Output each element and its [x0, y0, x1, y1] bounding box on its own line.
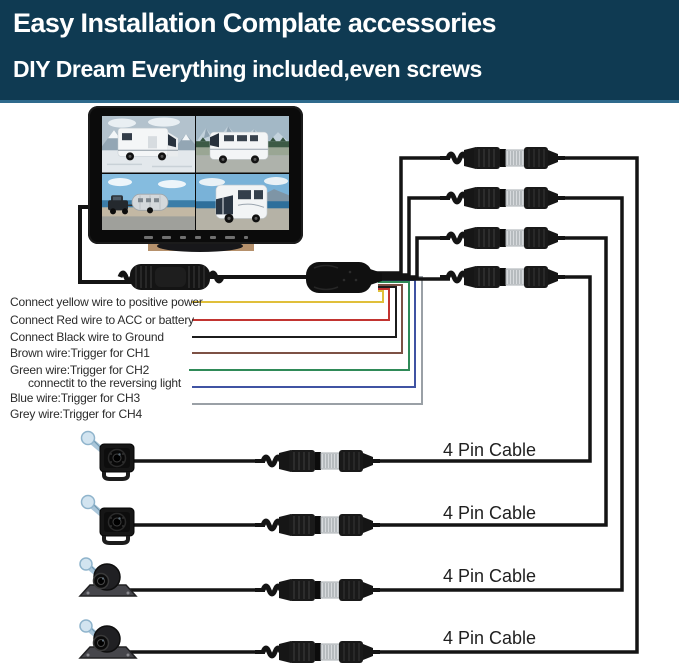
cable-label-4: 4 Pin Cable	[443, 628, 537, 648]
wire-label-green: Green wire:Trigger for CH2	[10, 363, 150, 377]
wire-label-red: Connect Red wire to ACC or battery	[10, 313, 194, 327]
header-subtitle: DIY Dream Everything included,even screws	[13, 56, 482, 82]
four-way-splitter	[306, 262, 382, 293]
wire-label-brown: Brown wire:Trigger for CH1	[10, 346, 150, 360]
box-camera-2	[82, 496, 135, 544]
wire-label-yellow: Connect yellow wire to positive power	[10, 295, 203, 309]
channel-connector-2	[440, 187, 565, 209]
splitter-out-cable-3	[376, 238, 450, 277]
quad-monitor	[88, 106, 303, 244]
channel-connector-1	[440, 147, 565, 169]
cable-label-1: 4 Pin Cable	[443, 440, 537, 460]
monitor-button-icon	[195, 236, 201, 239]
splitter-out-cable-1	[376, 158, 450, 273]
monitor-button-icon	[180, 236, 186, 239]
quad-view-camper-van-on-coast	[196, 174, 289, 231]
wire-black-ground	[192, 287, 396, 337]
dome-camera-1	[80, 558, 136, 596]
header-banner	[0, 0, 679, 103]
box-camera-1	[82, 432, 135, 480]
wire-green	[189, 282, 409, 370]
wire-label-green-line2: connectit to the reversing light	[28, 376, 182, 390]
wire-red	[192, 289, 389, 320]
monitor-screen	[102, 116, 289, 230]
camera-connector-2	[255, 514, 380, 536]
quad-view-airstream-trailer-on-beach	[102, 174, 195, 231]
quad-view-rv-in-snow	[102, 116, 195, 173]
wire-label-blue: Blue wire:Trigger for CH3	[10, 391, 140, 405]
header-title: Easy Installation Complate accessories	[13, 8, 496, 38]
wire-label-black: Connect Black wire to Ground	[10, 330, 164, 344]
channel-connector-3	[440, 227, 565, 249]
monitor-button-icon	[225, 236, 235, 239]
cable-label-2: 4 Pin Cable	[443, 503, 537, 523]
power-barrel-connector	[120, 264, 222, 290]
cable-label-3: 4 Pin Cable	[443, 566, 537, 586]
monitor-button-bar	[128, 232, 263, 242]
camera-connector-1	[255, 450, 380, 472]
monitor-button-icon	[244, 236, 248, 239]
monitor-button-icon	[144, 236, 153, 239]
dome-camera-2	[80, 620, 136, 658]
camera-connector-3	[255, 579, 380, 601]
channel-connector-4	[440, 266, 565, 288]
quad-view-rv-with-mountains	[196, 116, 289, 173]
wire-label-grey: Grey wire:Trigger for CH4	[10, 407, 142, 421]
camera-connector-4	[255, 641, 380, 663]
wire-grey	[192, 277, 422, 404]
monitor-button-icon	[210, 236, 216, 239]
monitor-button-icon	[162, 236, 171, 239]
